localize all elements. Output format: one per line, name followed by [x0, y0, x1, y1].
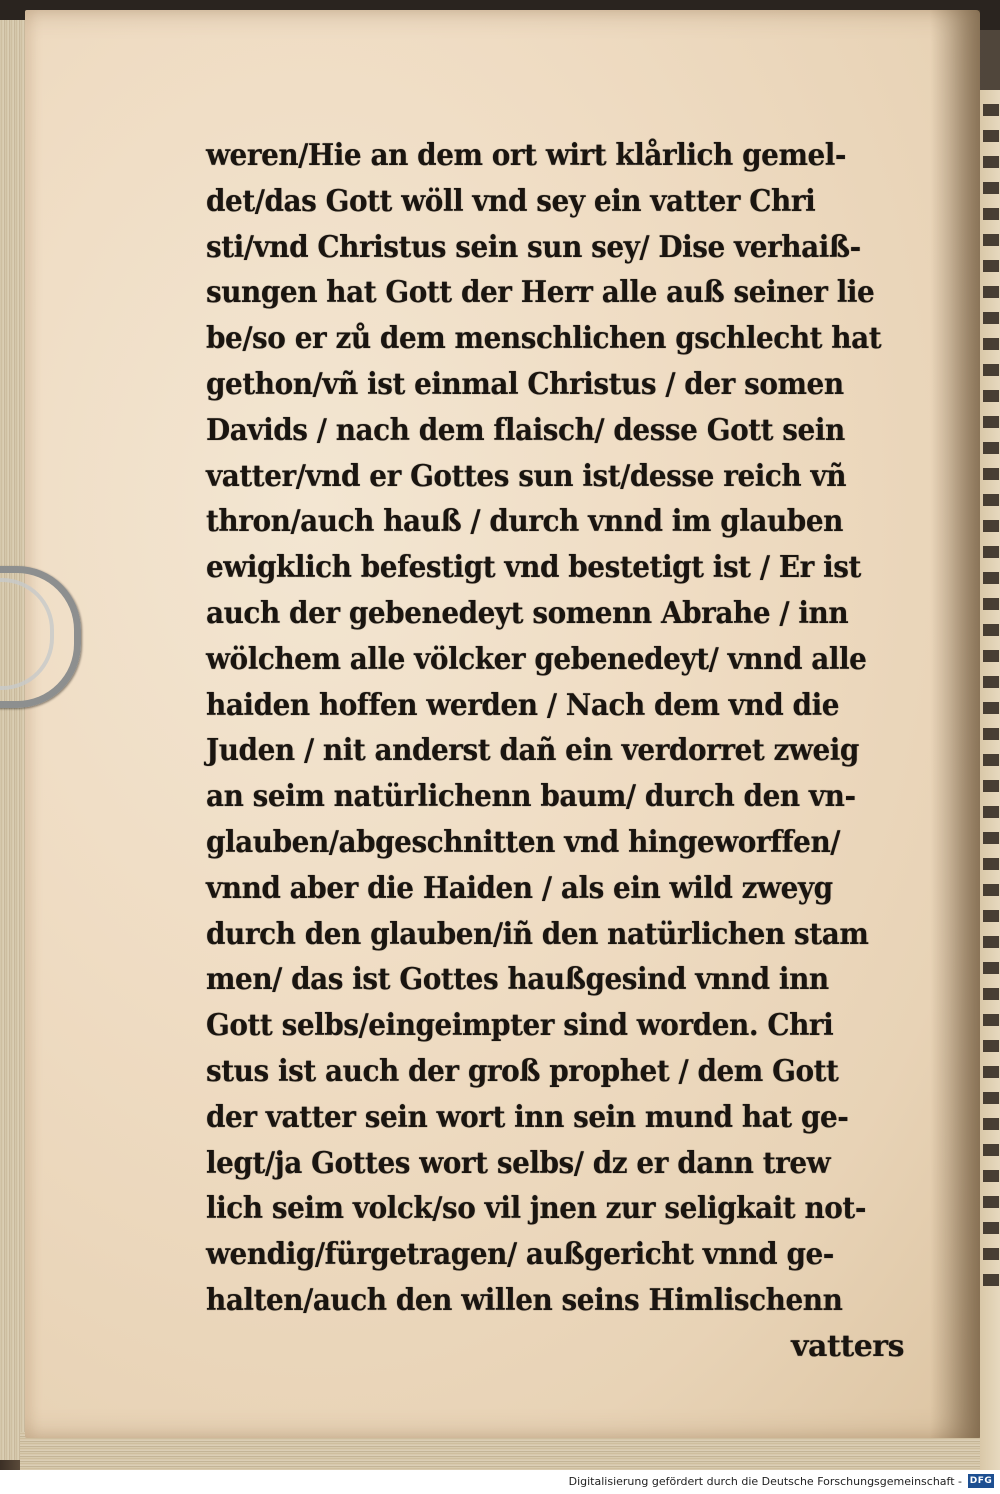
text-line: thron/auch hauß / durch vnnd im glauben: [206, 504, 843, 540]
text-line: halten/auch den willen seins Himlischenn: [206, 1282, 843, 1318]
text-line: auch der gebenedeyt somenn Abrahe / inn: [206, 595, 849, 631]
text-line: ewigklich befestigt vnd bestetigt ist / Er ist: [206, 550, 861, 586]
text-line: wendig/fürgetragen/ außgericht vnnd ge-: [206, 1237, 834, 1273]
text-line: det/das Gott wöll vnd sey ein vatter Chri: [206, 183, 816, 219]
catchword: vatters: [791, 1328, 904, 1364]
text-line: Juden / nit anderst dañ ein verdorret zweig: [206, 733, 859, 769]
text-line: sungen hat Gott der Herr alle auß seiner lie: [206, 275, 875, 311]
text-line: men/ das ist Gottes haußgesind vnnd inn: [206, 962, 829, 998]
text-line: wölchem alle völcker gebenedeyt/ vnnd alle: [206, 641, 867, 677]
text-line: sti/vnd Christus sein sun sey/ Dise verhaiß-: [206, 229, 861, 265]
text-line: der vatter sein wort inn sein mund hat ge-: [206, 1099, 849, 1135]
dfg-logo[interactable]: DFG: [969, 1476, 993, 1486]
footer-bar: [0, 1470, 1000, 1494]
text-line: haiden hoffen werden / Nach dem vnd die: [206, 687, 839, 723]
text-line: gethon/vñ ist einmal Christus / der somen: [206, 366, 844, 402]
text-line: Davids / nach dem flaisch/ desse Gott sein: [206, 412, 845, 448]
text-line: lich seim volck/so vil jnen zur seligkait not-: [206, 1191, 866, 1227]
facing-page-edge: [980, 90, 1000, 1470]
text-line: stus ist auch der groß prophet / dem Gott: [206, 1053, 839, 1089]
text-block: [206, 133, 912, 1370]
text-line: weren/Hie an dem ort wirt klårlich gemel-: [206, 138, 847, 173]
text-line: Gott selbs/eingeimpter sind worden. Chri: [206, 1008, 834, 1044]
text-line: an seim natürlichenn baum/ durch den vn-: [206, 779, 856, 815]
text-line: legt/ja Gottes wort selbs/ dz er dann trew: [206, 1145, 831, 1181]
text-line: vatter/vnd er Gottes sun ist/desse reich vñ: [206, 458, 847, 494]
funding-credit: Digitalisierung gefördert durch die Deutsche Forschungsgemeinschaft -: [568, 1475, 962, 1488]
text-line: vnnd aber die Haiden / als ein wild zweyg: [206, 870, 833, 906]
text-line: be/so er zů dem menschlichen gschlecht hat: [206, 321, 882, 357]
text-line: durch den glauben/iñ den natürlichen stam: [206, 916, 869, 952]
gutter-shadow: [930, 10, 980, 1438]
text-line: glauben/abgeschnitten vnd hingeworffen/: [206, 824, 841, 860]
